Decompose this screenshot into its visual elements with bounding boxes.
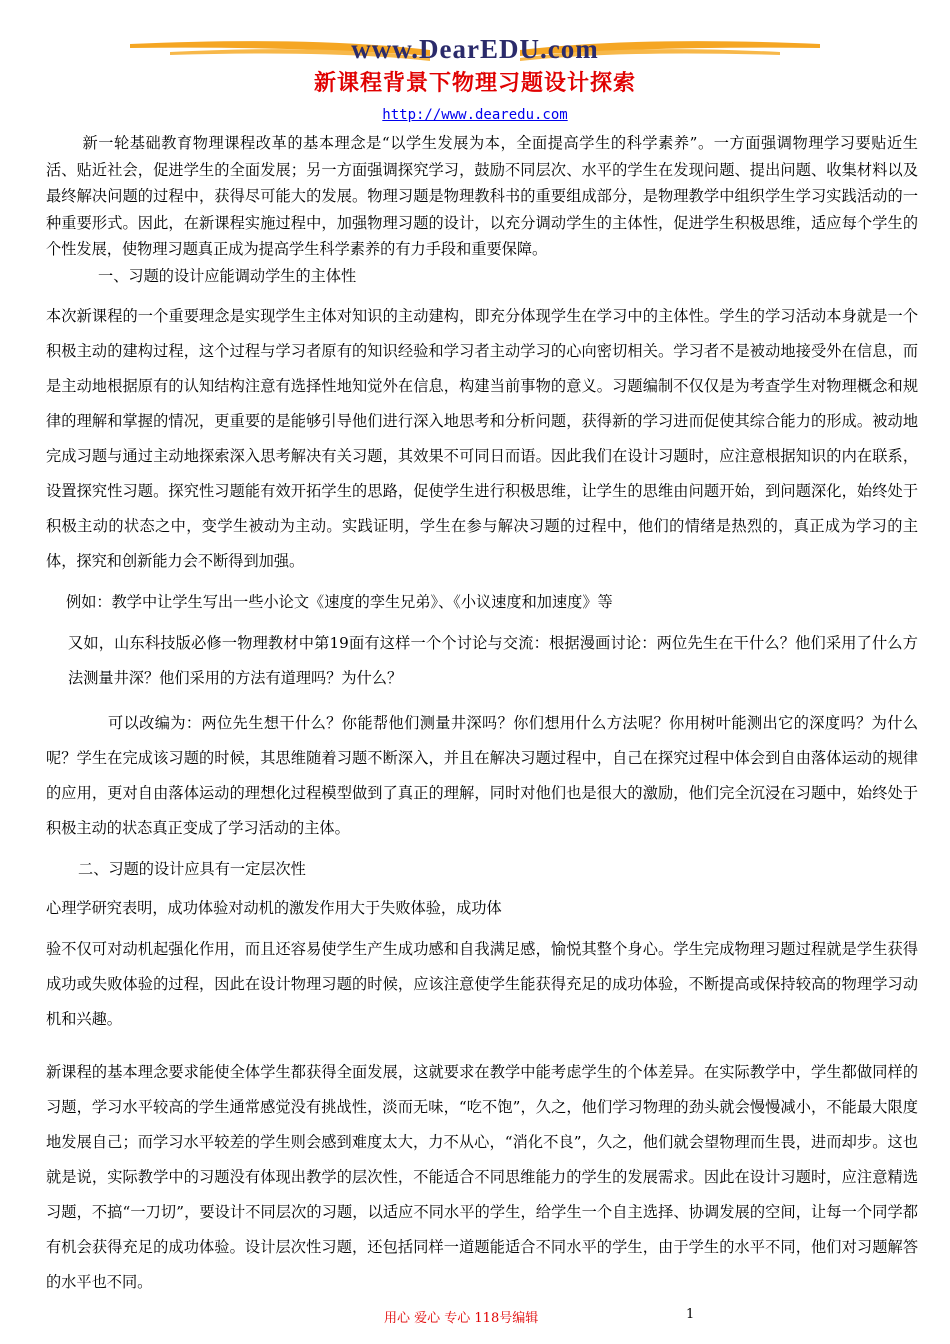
page-footer (0, 1307, 950, 1327)
page-number: 1 (686, 1307, 695, 1322)
section-2-intro: 心理学研究表明，成功体验对动机的激发作用大于失败体验，成功体 (46, 899, 502, 917)
article-body (46, 130, 918, 1300)
example-paragraph: 例如：教学中让学生写出一些小论文《速度的孪生兄弟》、《小议速度和加速度》等 (66, 593, 613, 611)
section-1-paragraph: 本次新课程的一个重要理念是实现学生主体对知识的主动建构，即充分体现学生在学习中的主体性。学生的学习活动本身就是一个积极主动的建构过程，这个过程与学习者原有的知识经验和学习者主动学习的心向密切相关。学习者不是被动地接受外在信息，而是主动地根据原有的认知结构注意有选择性地知觉外在信息，构建当前事物的意义。习题编制不仅仅是为考查学生对物理概念和规律的理解和掌握的情况，更重要的是能够引导他们进行深入地思考和分析问题，获得新的学习进而促使其综合能力的形成。被动地完成习题与通过主动地探索深入思考解决有关习题，其效果不可同日而语。因此我们在设计习题时，应注意根据知识的内在联系，设置探究性习题。探究性习题能有效开拓学生的思路，促使学生进行积极思维，让学生的思维由问题开始，到问题深化，始终处于积极主动的状态之中，变学生被动为主动。实践证明，学生在参与解决习题的过程中，他们的情绪是热烈的，真正成为学习的主体，探究和创新能力会不断得到加强。 (46, 307, 918, 570)
footer-note: 用心 爱心 专心 118号编辑 (384, 1311, 539, 1326)
section-heading-1: 一、习题的设计应能调动学生的主体性 (98, 266, 357, 285)
intro-paragraph: 新一轮基础教育物理课程改革的基本理念是“以学生发展为本，全面提高学生的科学素养”。一方面强调物理学习要贴近生活、贴近社会，促进学生的全面发展；另一方面强调探究学习，鼓励不同层次、水平的学生在发现问题、提出问题、收集材料以及最终解决问题的过程中，获得尽可能大的发展。物理习题是物理教科书的重要组成部分，是物理教学中组织学生学习实践活动的一种重要形式。因此，在新课程实施过程中，加强物理习题的设计，以充分调动学生的主体性，促进学生积极思维，适应每个学生的个性发展，使物理习题真正成为提高学生科学素养的有力手段和重要保障。 (46, 134, 918, 258)
page-title: 新课程背景下物理习题设计探索 (313, 70, 636, 96)
section-heading-2: 二、习题的设计应具有一定层次性 (78, 859, 306, 878)
section-2-paragraph: 验不仅可对动机起强化作用，而且还容易使学生产生成功感和自我满足感，愉悦其整个身心。学生完成物理习题过程就是学生获得成功或失败体验的过程，因此在设计物理习题的时候，应该注意使学生能获得充足的成功体验，不断提高或保持较高的物理学习动机和兴趣。 (46, 939, 918, 1028)
banner-site-name: www.DearEDU.com (351, 34, 599, 64)
site-link[interactable]: http://www.dearedu.com (382, 107, 568, 123)
example-2-paragraph: 又如，山东科技版必修一物理教材中第19面有这样一个个讨论与交流：根据漫画讨论：两位先生在干什么？他们采用了什么方法测量井深？他们采用的方法有道理吗？为什么？ (68, 633, 918, 687)
section-2-paragraph-2: 新课程的基本理念要求能使全体学生都获得全面发展，这就要求在教学中能考虑学生的个体差异。在实际教学中，学生都做同样的习题，学习水平较高的学生通常感觉没有挑战性，淡而无味，“吃不饱”，久之，他们学习物理的劲头就会慢慢减小，不能最大限度地发展自己；而学习水平较差的学生则会感到难度太大，力不从心，“消化不良”，久之，他们就会望物理而生畏，进而却步。这也就是说，实际教学中的习题没有体现出教学的层次性，不能适合不同思维能力的学生的发展需求。因此在设计习题时，应注意精选习题，不搞“一刀切”，要设计不同层次的习题，以适应不同水平的学生，给学生一个自主选择、协调发展的空间，让每一个同学都有机会获得充足的成功体验。设计层次性习题，还包括同样一道题能适合不同水平的学生，由于学生的水平不同，他们对习题解答的水平也不同。 (46, 1062, 918, 1291)
rewrite-paragraph: 可以改编为：两位先生想干什么？你能帮他们测量井深吗？你们想用什么方法呢？你用树叶能测出它的深度吗？为什么呢？学生在完成该习题的时候，其思维随着习题不断深入，并且在解决习题过程中，自己在探究过程中体会到自由落体运动的规律的应用，更对自由落体运动的理想化过程模型做到了真正的理解，同时对他们也是很大的激励，他们完全沉浸在习题中，始终处于积极主动的状态真正变成了学习活动的主体。 (46, 713, 918, 837)
